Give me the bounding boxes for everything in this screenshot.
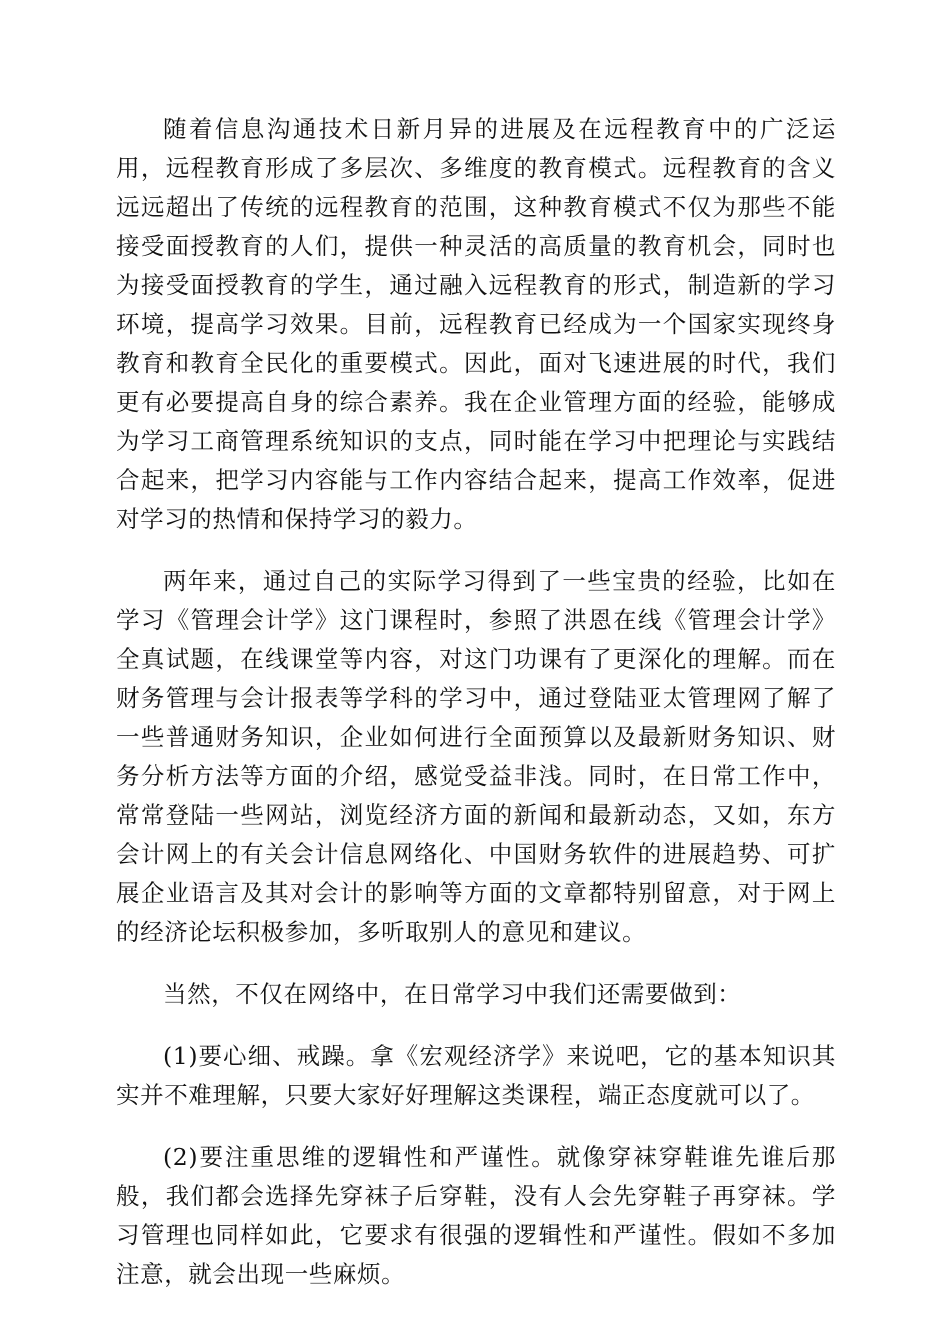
paragraph-point-1: (1)要心细、戒躁。拿《宏观经济学》来说吧，它的基本知识其实并不难理解，只要大家好好理解这类课程，端正态度就可以了。 — [116, 1042, 836, 1109]
paragraph-experience: 两年来，通过自己的实际学习得到了一些宝贵的经验，比如在学习《管理会计学》这门课程时，参照了洪恩在线《管理会计学》全真试题，在线课堂等内容，对这门功课有了更深化的理解。而在财务管理与会计报表等学科的学习中，通过登陆亚太管理网了解了一些普通财务知识，企业如何进行全面预算以及最新财务知识、财务分析方法等方面的介绍，感觉受益非浅。同时，在日常工作中，常常登陆一些网站，浏览经济方面的新闻和最新动态，又如，东方会计网上的有关会计信息网络化、中国财务软件的进展趋势、可扩展企业语言及其对会计的影响等方面的文章都特别留意，对于网上的经济论坛积极参加，多听取别人的意见和建议。 — [116, 567, 836, 946]
document-body — [116, 110, 836, 1317]
paragraph-requirements-lead: 当然，不仅在网络中，在日常学习中我们还需要做到： — [163, 980, 742, 1008]
paragraph-point-2: (2)要注重思维的逻辑性和严谨性。就像穿袜穿鞋谁先谁后那般，我们都会选择先穿袜子后穿鞋，没有人会先穿鞋子再穿袜。学习管理也同样如此，它要求有很强的逻辑性和严谨性。假如不多加注意，就会出现一些麻烦。 — [116, 1143, 836, 1288]
paragraph-intro: 随着信息沟通技术日新月异的进展及在远程教育中的广泛运用，远程教育形成了多层次、多维度的教育模式。远程教育的含义远远超出了传统的远程教育的范围，这种教育模式不仅为那些不能接受面授教育的人们，提供一种灵活的高质量的教育机会，同时也为接受面授教育的学生，通过融入远程教育的形式，制造新的学习环境，提高学习效果。目前，远程教育已经成为一个国家实现终身教育和教育全民化的重要模式。因此，面对飞速进展的时代，我们更有必要提高自身的综合素养。我在企业管理方面的经验，能够成为学习工商管理系统知识的支点，同时能在学习中把理论与实践结合起来，把学习内容能与工作内容结合起来，提高工作效率，促进对学习的热情和保持学习的毅力。 — [116, 115, 836, 533]
